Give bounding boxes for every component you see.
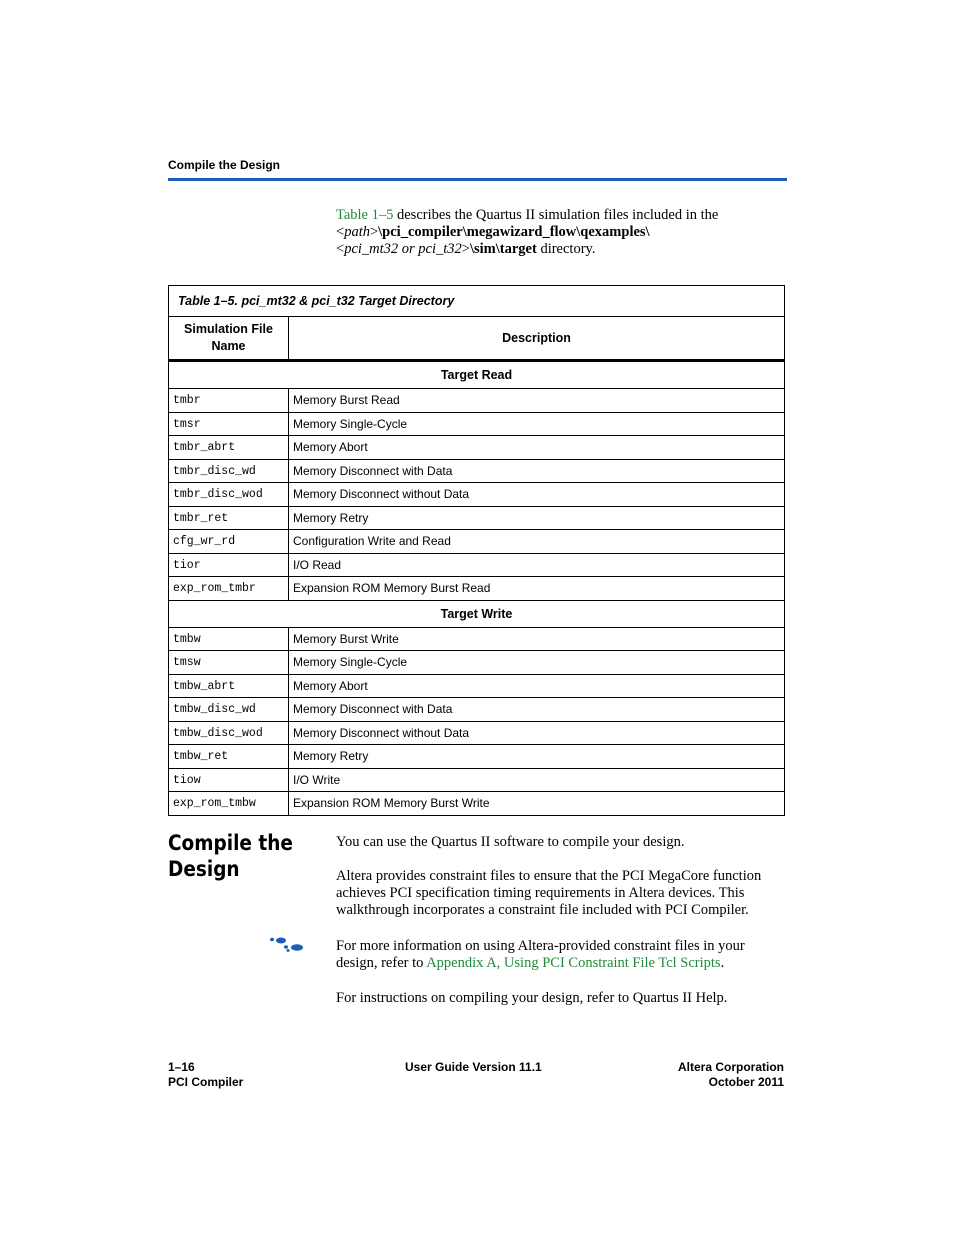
table-row bbox=[169, 651, 785, 675]
description-cell: Memory Retry bbox=[289, 745, 785, 769]
table-row bbox=[169, 792, 785, 816]
file-name-cell: tmbw_abrt bbox=[169, 674, 289, 698]
column-header-description: Description bbox=[289, 317, 785, 361]
description-cell: Memory Retry bbox=[289, 506, 785, 530]
table-row bbox=[169, 674, 785, 698]
footer-company: Altera Corporation bbox=[677, 1060, 784, 1074]
description-cell: Memory Single-Cycle bbox=[289, 412, 785, 436]
file-name-cell: tmbr_ret bbox=[169, 506, 289, 530]
paragraph-intro: You can use the Quartus II software to compile your design. bbox=[336, 834, 685, 850]
intro-bracket: > bbox=[369, 224, 379, 240]
footer-page-number: 1–16 bbox=[168, 1060, 195, 1074]
file-name-cell: tmbr bbox=[169, 389, 289, 413]
intro-text: describes the Quartus II simulation files included in the bbox=[393, 207, 719, 223]
paragraph-constraints: Altera provides constraint files to ensure that the PCI MegaCore function achieves PCI specification timing requirements in Altera devices. This walkthrough incorporates a constraint file included with PCI Compiler. bbox=[336, 868, 762, 918]
description-cell: Memory Disconnect with Data bbox=[289, 459, 785, 483]
description-cell: Memory Disconnect without Data bbox=[289, 483, 785, 507]
file-name-cell: tmbr_disc_wd bbox=[169, 459, 289, 483]
description-cell: I/O Write bbox=[289, 768, 785, 792]
footer-right bbox=[678, 1060, 784, 1090]
file-name-cell: tmbr_abrt bbox=[169, 436, 289, 460]
note-text-end: . bbox=[720, 955, 725, 971]
table-row bbox=[169, 530, 785, 554]
table-row bbox=[169, 627, 785, 651]
column-header-file-name: Simulation File Name bbox=[169, 317, 289, 361]
table-section-row bbox=[169, 361, 785, 389]
header-rule bbox=[168, 178, 787, 181]
intro-text-end: directory. bbox=[536, 241, 596, 257]
description-cell: Memory Abort bbox=[289, 674, 785, 698]
table-row bbox=[169, 698, 785, 722]
footer-product: PCI Compiler bbox=[168, 1075, 244, 1089]
table-section-title: Target Read bbox=[169, 361, 785, 389]
intro-bracket: > bbox=[461, 241, 470, 257]
file-name-cell: tior bbox=[169, 553, 289, 577]
description-cell: Memory Disconnect without Data bbox=[289, 721, 785, 745]
file-name-cell: tmbw bbox=[169, 627, 289, 651]
description-cell: Memory Burst Write bbox=[289, 627, 785, 651]
table-section-row bbox=[169, 600, 785, 627]
file-name-cell: tmbw_disc_wd bbox=[169, 698, 289, 722]
section-heading-line1: Compile the bbox=[168, 831, 293, 855]
file-name-cell: tmsr bbox=[169, 412, 289, 436]
table-row bbox=[169, 436, 785, 460]
note-text: For more information on using Altera-provided constraint files in your design, refer to bbox=[336, 938, 745, 971]
table-body bbox=[169, 361, 785, 816]
footer-left bbox=[168, 1060, 243, 1090]
description-cell: Configuration Write and Read bbox=[289, 530, 785, 554]
intro-path-placeholder: path bbox=[344, 224, 370, 240]
table-row bbox=[169, 577, 785, 601]
description-cell: Memory Abort bbox=[289, 436, 785, 460]
table-row bbox=[169, 459, 785, 483]
simulation-files-table bbox=[168, 285, 785, 816]
table-row bbox=[169, 721, 785, 745]
table-row bbox=[169, 745, 785, 769]
file-name-cell: tiow bbox=[169, 768, 289, 792]
table-row bbox=[169, 412, 785, 436]
intro-path: \pci_compiler\megawizard_flow\qexamples\ bbox=[378, 224, 650, 240]
description-cell: Memory Disconnect with Data bbox=[289, 698, 785, 722]
table-caption: Table 1–5. pci_mt32 & pci_t32 Target Directory bbox=[169, 286, 785, 317]
table-section-title: Target Write bbox=[169, 600, 785, 627]
file-name-cell: exp_rom_tmbr bbox=[169, 577, 289, 601]
running-head: Compile the Design bbox=[168, 158, 281, 172]
table-row bbox=[169, 389, 785, 413]
intro-paragraph bbox=[336, 207, 786, 258]
section-heading-line2: Design bbox=[168, 857, 240, 881]
file-name-cell: exp_rom_tmbw bbox=[169, 792, 289, 816]
table-row bbox=[169, 768, 785, 792]
description-cell: I/O Read bbox=[289, 553, 785, 577]
footer-center: User Guide Version 11.1 bbox=[405, 1060, 542, 1074]
table-row bbox=[169, 553, 785, 577]
section-heading bbox=[168, 830, 300, 882]
intro-variant: pci_mt32 or pci_t32 bbox=[344, 241, 462, 257]
description-cell: Expansion ROM Memory Burst Write bbox=[289, 792, 785, 816]
intro-bracket: < bbox=[336, 224, 345, 240]
footprints-icon bbox=[268, 936, 306, 959]
description-cell: Memory Single-Cycle bbox=[289, 651, 785, 675]
intro-bracket: < bbox=[336, 241, 345, 257]
description-cell: Expansion ROM Memory Burst Read bbox=[289, 577, 785, 601]
appendix-link[interactable]: Appendix A, Using PCI Constraint File Tcl Scripts bbox=[426, 955, 721, 971]
file-name-cell: tmbr_disc_wod bbox=[169, 483, 289, 507]
table-row bbox=[169, 483, 785, 507]
file-name-cell: tmbw_ret bbox=[169, 745, 289, 769]
note-paragraph bbox=[336, 938, 788, 972]
paragraph-help: For instructions on compiling your design, refer to Quartus II Help. bbox=[336, 990, 728, 1006]
footer-date: October 2011 bbox=[708, 1075, 784, 1089]
file-name-cell: cfg_wr_rd bbox=[169, 530, 289, 554]
file-name-cell: tmsw bbox=[169, 651, 289, 675]
file-name-cell: tmbw_disc_wod bbox=[169, 721, 289, 745]
table-row bbox=[169, 506, 785, 530]
description-cell: Memory Burst Read bbox=[289, 389, 785, 413]
intro-directory: \sim\target bbox=[469, 241, 537, 257]
table-reference-link[interactable]: Table 1–5 bbox=[336, 207, 394, 223]
